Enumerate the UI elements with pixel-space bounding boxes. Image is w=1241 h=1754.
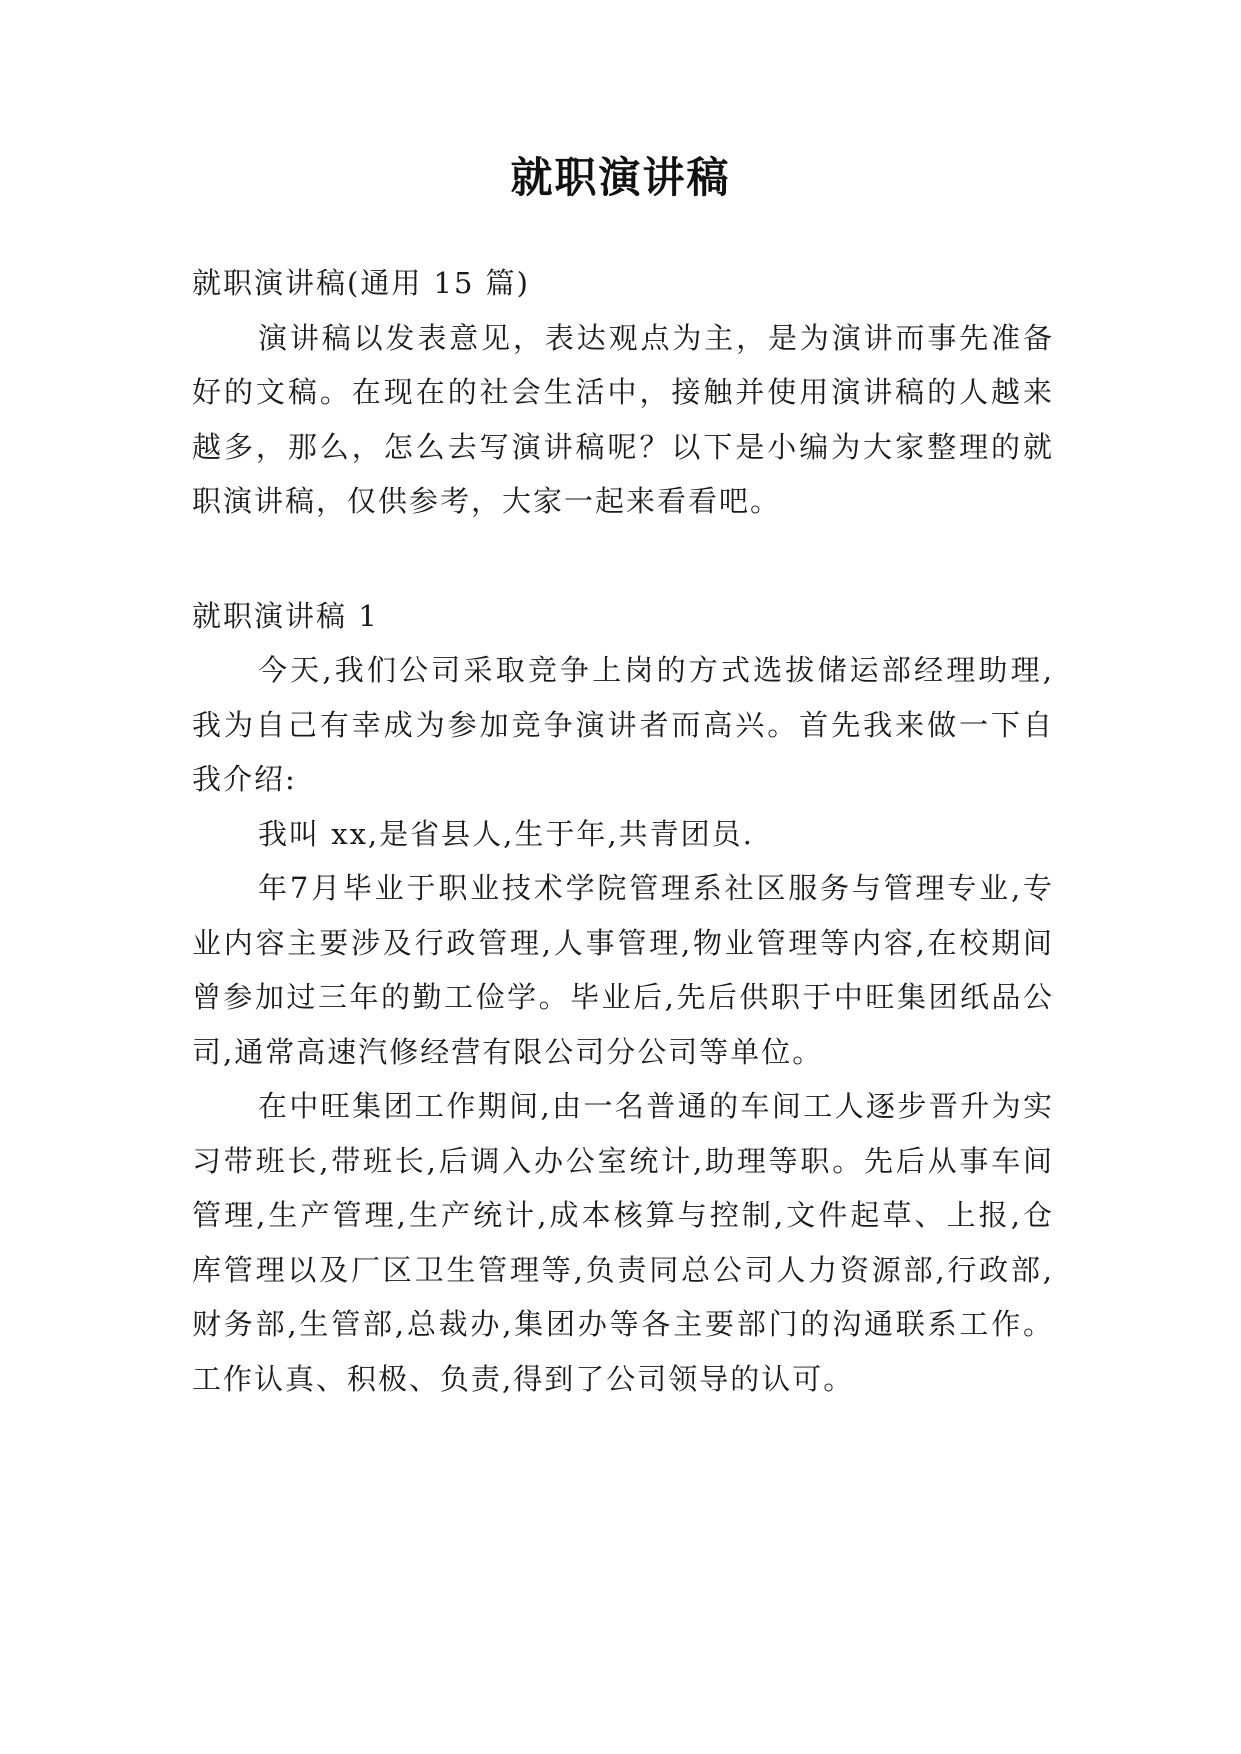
intro-paragraph: 演讲稿以发表意见，表达观点为主，是为演讲而事先准备好的文稿。在现在的社会生活中，接触并使用演讲稿的人越来越多，那么，怎么去写演讲稿呢？以下是小编为大家整理的就职演讲稿，仅供参考，大家一起来看看吧。 xyxy=(192,320,1054,518)
section-heading: 就职演讲稿 1 xyxy=(192,598,379,633)
document-subtitle: 就职演讲稿(通用 15 篇) xyxy=(192,266,530,300)
document-body xyxy=(192,256,1054,1406)
body-paragraph: 在中旺集团工作期间,由一名普通的车间工人逐步晋升为实习带班长,带班长,后调入办公室统计,助理等职。先后从事车间管理,生产管理,生产统计,成本核算与控制,文件起草、上报,仓库管理以及厂区卫生管理等,负责同总公司人力资源部,行政部,财务部,生管部,总裁办,集团办等各主要部门的沟通联系工作。工作认真、积极、负责,得到了公司领导的认可。 xyxy=(192,1089,1054,1396)
paragraph-spacer xyxy=(192,529,1054,589)
body-paragraph: 年7月毕业于职业技术学院管理系社区服务与管理专业,专业内容主要涉及行政管理,人事管理,物业管理等内容,在校期间曾参加过三年的勤工俭学。毕业后,先后供职于中旺集团纸品公司,通常高速汽修经营有限公司分公司等单位。 xyxy=(192,871,1054,1069)
body-paragraph: 今天,我们公司采取竞争上岗的方式选拔储运部经理助理,我为自己有幸成为参加竞争演讲者而高兴。首先我来做一下自我介绍: xyxy=(192,653,1054,796)
body-paragraph: 我叫 xx,是省县人,生于年,共青团员. xyxy=(258,816,754,851)
document-title: 就职演讲稿 xyxy=(510,153,731,202)
